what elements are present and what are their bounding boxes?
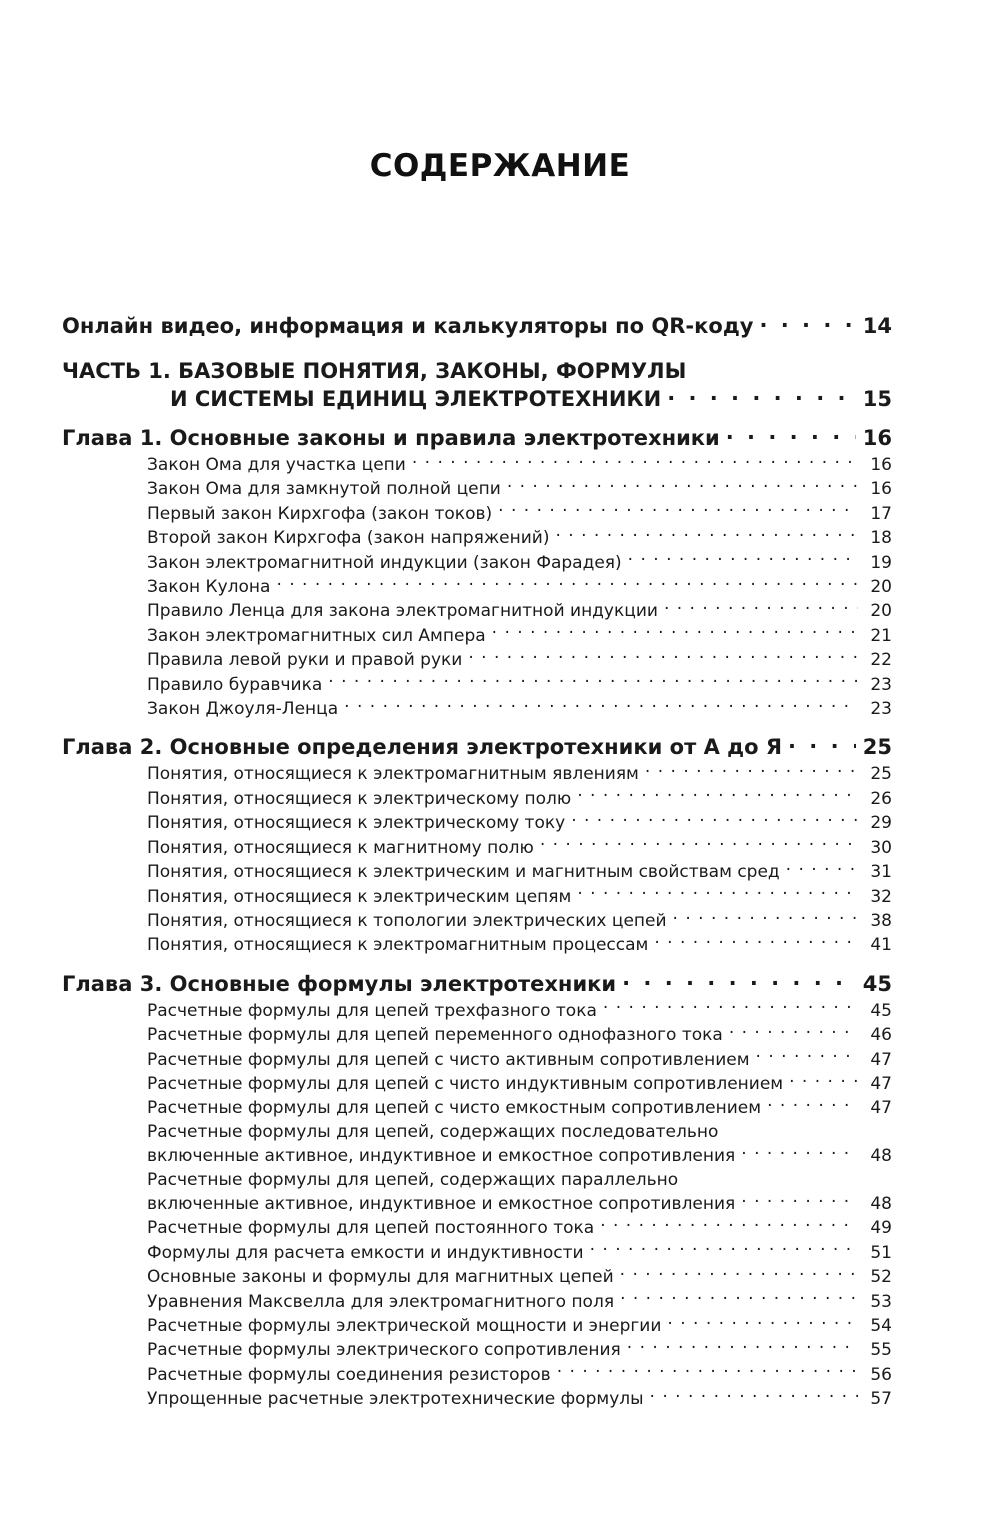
toc-entry-page: 25 [870,764,892,785]
toc-entry-section[interactable] [62,1121,892,1169]
toc-entry-section[interactable] [62,1290,892,1314]
toc-entry-label: Глава 2. Основные определения электротехники от А до Я [62,735,782,760]
toc-entry-section[interactable] [62,477,892,501]
toc-entry-label: Понятия, относящиеся к магнитному полю [147,837,534,858]
toc-entry-page: 46 [870,1025,892,1046]
leader-dots [620,1290,858,1307]
leader-dots [741,1144,858,1161]
page-title: СОДЕРЖАНИЕ [369,148,631,184]
toc-entry-page: 45 [862,971,892,996]
leader-dots [756,1048,858,1065]
leader-dots [590,1241,858,1258]
toc-entry-label: Второй закон Кирхгофа (закон напряжений) [147,528,550,549]
toc-entry-page: 21 [870,625,892,646]
toc-entry-section[interactable] [62,762,892,786]
leader-dots [577,885,858,902]
toc-entry-page: 56 [870,1364,892,1385]
toc-entry-label: Основные законы и формулы для магнитных цепей [147,1267,614,1288]
leader-dots [654,933,858,950]
leader-dots [726,424,856,445]
toc-entry-page: 16 [862,426,892,450]
toc-entry-page: 48 [870,1146,892,1167]
toc-entry-section[interactable] [62,526,892,550]
toc-entry-row [147,1144,892,1168]
toc-entry-section[interactable] [62,999,892,1023]
toc-entry-label: Уравнения Максвелла для электромагнитного поля [147,1291,615,1312]
toc-entry-page: 19 [870,552,892,573]
leader-dots [673,909,858,926]
toc-entry-section[interactable] [62,1338,892,1362]
toc-entry-page: 16 [870,455,892,475]
leader-dots [540,836,858,853]
toc-entry-page: 25 [862,735,892,760]
toc-entry-label-line-1: Расчетные формулы для цепей, содержащих последовательно [147,1121,719,1142]
toc-entry-label-line-2: включенные активное, индуктивное и емкостное сопротивления [147,1193,736,1214]
toc-entry-label: Понятия, относящиеся к электрическим цепям [147,886,572,907]
toc-entry-section[interactable] [62,836,892,860]
leader-dots [664,599,858,616]
toc-entry-label: Расчетные формулы соединения резисторов [147,1364,551,1385]
toc-entry-section[interactable] [62,1216,892,1240]
toc-entry-section[interactable] [62,933,892,957]
toc-entry-section[interactable] [62,1072,892,1096]
leader-dots [571,811,858,828]
leader-dots [622,970,856,991]
toc-entry-page: 38 [870,910,892,931]
toc-entry-page: 49 [870,1218,892,1239]
toc-entry-label: Закон электромагнитных сил Ампера [147,625,486,646]
toc-entry-label: Расчетные формулы электрического сопротивления [147,1340,621,1361]
toc-entry-section[interactable] [62,885,892,909]
toc-entry-label-line-2: включенные активное, индуктивное и емкостное сопротивления [147,1146,736,1167]
leader-dots [344,697,858,714]
toc-entry-page: 52 [870,1267,892,1288]
leader-dots [628,551,858,568]
toc-chapter-3 [62,970,892,1412]
toc-entry-label: Правило буравчика [147,674,323,695]
leader-dots [600,1216,858,1233]
toc-entry-page: 30 [870,837,892,858]
toc-entry-label: Закон Кулона [147,577,271,598]
toc-entry-section[interactable] [62,1023,892,1047]
toc-entry-page: 55 [870,1340,892,1361]
toc-entry-label: Глава 1. Основные законы и правила электротехники [62,426,720,450]
toc-entry-page: 23 [870,674,892,695]
toc-entry-label: Онлайн видео, информация и калькуляторы по QR-коду [62,314,754,338]
leader-dots [507,477,858,494]
toc-entry-page: 23 [870,699,892,720]
part-title-line-2: И СИСТЕМЫ ЕДИНИЦ ЭЛЕКТРОТЕХНИКИ [170,387,662,411]
toc-entry-page: 32 [870,886,892,907]
toc-entry-intro[interactable] [62,312,892,339]
toc-entry-label: Формулы для расчета емкости и индуктивности [147,1242,584,1263]
toc-entry-label: Понятия, относящиеся к электрическому полю [147,788,572,809]
toc-entry-section[interactable] [62,1241,892,1265]
toc-entry-page: 22 [870,650,892,671]
leader-dots [667,1314,858,1331]
chapter-list [62,424,892,1412]
toc-entry-label: Понятия, относящиеся к электромагнитным явлениям [147,764,639,785]
leader-dots [328,673,858,690]
leader-dots [767,1096,858,1113]
leader-dots [667,385,856,406]
toc-entry-section[interactable] [62,551,892,575]
toc-entry-section[interactable] [62,648,892,672]
leader-dots [492,624,858,641]
leader-dots [557,1363,858,1380]
toc-entry-label: Первый закон Кирхгофа (закон токов) [147,503,493,524]
toc-entry-section[interactable] [62,909,892,933]
toc-entry-label: Закон Ома для замкнутой полной цепи [147,479,501,500]
toc-entry-page: 14 [862,314,892,338]
part-title-line-1: ЧАСТЬ 1. БАЗОВЫЕ ПОНЯТИЯ, ЗАКОНЫ, ФОРМУЛЫ [62,359,687,383]
toc-entry-label: Понятия, относящиеся к электромагнитным процессам [147,935,649,956]
toc-entry-page: 53 [870,1291,892,1312]
toc-entry-section[interactable] [62,697,892,721]
toc-entry-row [147,1192,892,1216]
toc-entry-page: 20 [870,577,892,598]
leader-dots [627,1338,858,1355]
toc-entry-page: 54 [870,1316,892,1336]
toc-entry-section[interactable] [62,673,892,697]
toc-entry-section[interactable] [62,787,892,811]
toc-entry-page: 51 [870,1242,892,1263]
toc-entry-chapter-3[interactable] [62,970,892,997]
leader-dots [759,312,856,333]
toc-entry-page: 57 [870,1389,892,1410]
leader-dots [789,1072,858,1089]
leader-dots [788,733,856,754]
toc-entry-section[interactable] [62,1048,892,1072]
toc-entry-chapter-2[interactable] [62,733,892,760]
toc-entry-section[interactable] [62,502,892,526]
toc-entry-section[interactable] [62,1314,892,1338]
toc-entry-page: 47 [870,1049,892,1070]
leader-dots [786,860,858,877]
leader-dots [741,1192,858,1209]
toc-entry-page: 47 [870,1073,892,1094]
toc-chapter-2 [62,733,892,957]
leader-dots [645,762,858,779]
leader-dots [620,1265,858,1282]
toc-entry-page: 26 [870,788,892,809]
toc-entry-label: Понятия, относящиеся к электрическим и магнитным свойствам сред [147,862,780,883]
toc-entry-page: 15 [862,387,892,411]
toc-entry-section[interactable] [62,1265,892,1289]
part-title-row [62,385,892,412]
toc-entry-section[interactable] [62,860,892,884]
leader-dots [412,453,858,470]
toc-entry-label: Закон электромагнитной индукции (закон Фарадея) [147,552,622,573]
toc-entry-label-line-1: Расчетные формулы для цепей, содержащих параллельно [147,1169,679,1190]
toc-entry-page: 47 [870,1098,892,1119]
toc-entry-page: 31 [870,862,892,883]
leader-dots [603,999,858,1016]
leader-dots [650,1387,858,1404]
toc-entry-label: Упрощенные расчетные электротехнические формулы [147,1389,644,1410]
toc-entry-page: 20 [870,601,892,622]
toc-entry-label: Понятия, относящиеся к электрическому току [147,813,566,834]
toc-entry-label: Закон Ома для участка цепи [147,455,406,475]
leader-dots [498,502,858,519]
toc-entry-section[interactable] [62,575,892,599]
toc-entry-page: 45 [870,1000,892,1021]
toc-entry-section[interactable] [62,1363,892,1387]
toc-entry-label: Расчетные формулы для цепей постоянного тока [147,1218,595,1239]
toc-entry-section[interactable] [62,1169,892,1217]
leader-dots [729,1023,858,1040]
toc-entry-page: 18 [870,528,892,549]
toc-entry-page: 17 [870,503,892,524]
toc-entry-section[interactable] [62,811,892,835]
toc-entry-page: 48 [870,1193,892,1214]
toc-entry-label: Расчетные формулы для цепей переменного однофазного тока [147,1025,723,1046]
toc-entry-label: Расчетные формулы электрической мощности и энергии [147,1316,662,1336]
toc-entry-label: Правила левой руки и правой руки [147,650,463,671]
toc-entry-part-1[interactable] [62,357,892,412]
toc-entry-section[interactable] [62,1096,892,1120]
toc-entry-page: 41 [870,935,892,956]
leader-dots [577,787,858,804]
leader-dots [276,575,858,592]
toc-entry-section[interactable] [62,453,892,477]
toc-entry-label: Закон Джоуля-Ленца [147,699,339,720]
toc-chapter-1 [62,424,892,721]
toc-entry-label: Понятия, относящиеся к топологии электрических цепей [147,910,667,931]
toc-entry-section[interactable] [62,1387,892,1411]
toc-entry-page: 29 [870,813,892,834]
toc-entry-section[interactable] [62,624,892,648]
toc-entry-page: 16 [870,479,892,500]
toc-entry-label: Расчетные формулы для цепей с чисто активным сопротивлением [147,1049,750,1070]
toc-entry-label: Расчетные формулы для цепей с чисто емкостным сопротивлением [147,1098,762,1119]
table-of-contents [62,312,892,1412]
toc-entry-chapter-1[interactable] [62,424,892,451]
leader-dots [555,526,858,543]
toc-entry-label: Правило Ленца для закона электромагнитной индукции [147,601,658,622]
toc-entry-label: Глава 3. Основные формулы электротехники [62,971,617,996]
toc-entry-label: Расчетные формулы для цепей с чисто индуктивным сопротивлением [147,1073,784,1094]
leader-dots [468,648,858,665]
toc-entry-label: Расчетные формулы для цепей трехфазного тока [147,1000,597,1021]
toc-entry-section[interactable] [62,599,892,623]
